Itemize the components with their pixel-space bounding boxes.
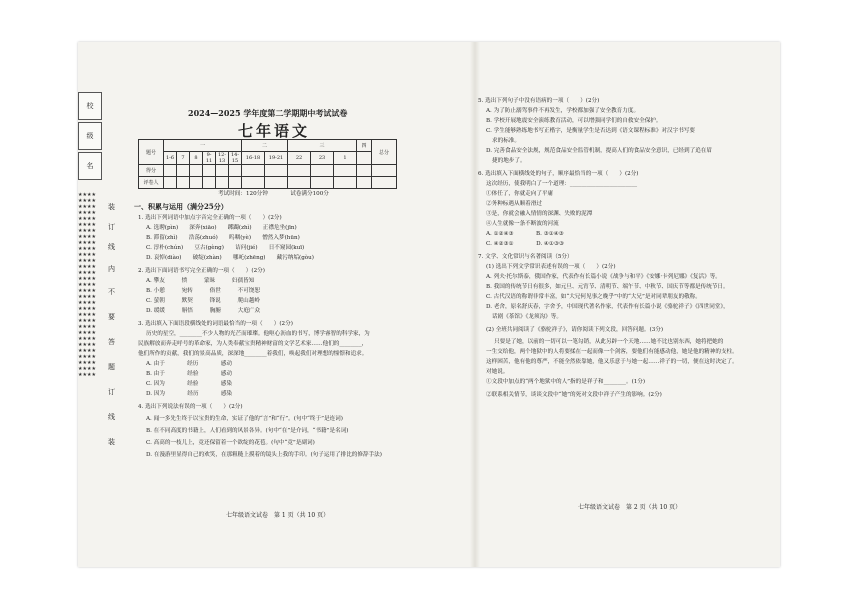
passage-line: 历史的星空，________不少人物的光芒而璀璨。他呕心沥血的书写，博学睿智的科学家，为 <box>146 331 370 337</box>
seal-char-9: 订 <box>108 388 115 396</box>
seal-char-1: 装 <box>108 203 115 211</box>
question-number: 7 <box>177 152 190 165</box>
passage-line: 对她说。 <box>486 369 509 375</box>
option-row: ③是，你就会融入情情的深渊、失败的泥潭 <box>486 211 593 217</box>
question-number: 1 <box>334 152 357 165</box>
option-row: 求的标准。 <box>492 138 520 144</box>
question-text: 2. 选出下面词语书写完全正确的一项（ ）(2分) <box>138 268 265 274</box>
class-field-label: 级 <box>78 122 102 150</box>
page-fold <box>470 42 480 567</box>
passage-line: 只要是了她，以前的一切可以一笔勾销，从此另辟一个天地……她不比也别东西，她将把她的 <box>494 339 724 345</box>
page-footer: 七年级语文试卷 第 1 页（共 10 页） <box>226 512 330 519</box>
option-row: B. 学校开展地震安全演练教育活动，可以增强同学们的自救安全保护。 <box>486 118 662 124</box>
question-text: 1. 选出下列词语中加点字音完全正确的一项（ ）(2分) <box>138 215 282 221</box>
question-number: 22 <box>288 152 311 165</box>
total-score-label: 总分 <box>372 140 397 165</box>
score-row-label: 得分 <box>139 165 164 177</box>
option-row: C. 高高的一枝儿上，竟还保留着一个欲绽的花苞。(句中“竟”是副词) <box>146 440 315 446</box>
option-row: D. 在漫游里显得自己的欢笑，在那粗糙上摸着的镜头上我的手印。(句子运用了排比的修辞手法) <box>146 452 382 458</box>
question-number <box>357 152 372 165</box>
question-number: 9-11 <box>203 152 216 165</box>
option-row: D. 老舍，原名舒庆春，字舍予，中国现代著名作家，代表作有长篇小说《骆驼祥子》《四世同堂》， <box>486 304 729 310</box>
option-row: B. 小憩 宛转 俗世 不可饶恕 <box>146 288 260 294</box>
school-field-label: 校 <box>78 92 102 120</box>
exam-title: 2024—2025 学年度第二学期期中考试试卷 <box>188 108 348 118</box>
question-text: 5. 选出下列句子中没有语病的一项（ ）(2分) <box>478 98 600 104</box>
question-text: (2) 全班共同阅读了《骆驼祥子》，请你阅读下列文段，回答问题。(3分) <box>486 327 664 333</box>
binding-star-border: ★★★★★★★★★★★★★★★★★★★★★★★★★★★★★★★★★★★★★★★★★★★★★★★★★★★★★★★★★★★★★★★★★★★★★★★★★★★★★★★★★★★★★★★★★★★★★★★★★★★★★★★★★★★★★★★★★★★★★★★★★★★★ <box>78 192 96 378</box>
option-row: C. 古代汉语的称谓非常丰富，如“大兄何见事之晚乎”中的“大兄”是对同辈朋友的敬称。 <box>486 294 701 300</box>
seal-char-6: 要 <box>108 313 115 321</box>
score-section: 一 <box>164 140 242 152</box>
option-row: A. ①②④③ B. ③①④③ <box>486 231 564 237</box>
option-row: D. 缓缓 斛悟 胸腑 大庭广众 <box>146 308 261 314</box>
passage-line: 这次经历，使我明白了一个道理：________________________ <box>486 181 638 187</box>
exam-sheet <box>78 42 780 567</box>
option-row: C. 萤朝 默契 锋说 爬山越岭 <box>146 298 260 304</box>
option-row: ②务种标遇从顺着滑过 <box>486 201 542 207</box>
passage-line: ①文段中加点的“两个地狱中的人”指的是祥子和________。(1分) <box>486 379 646 385</box>
option-row: D. 完善食品安全法规，规范食品安全监管机制，提高人们的食品安全意识，已经到了追在眉 <box>486 148 712 154</box>
question-text: 7. 文学、文化常识与名著阅读（5分） <box>478 254 573 260</box>
passage-line: 一生交给他，两个地狱中的人将要揉在一起而像一个剑客，要他们有能感动他，她是他的精神的支柱。 <box>486 349 738 355</box>
seal-char-11: 装 <box>108 438 115 446</box>
question-number: 19-21 <box>265 152 288 165</box>
option-row: A. 攀友 愤 蒙昧 妇孺皆知 <box>146 278 255 284</box>
question-number: 23 <box>311 152 334 165</box>
question-text: ②联系相关情节，谈谈文段中“她”的死对文段中祥子产生的影响。(2分) <box>486 392 662 398</box>
seal-char-2: 订 <box>108 223 115 231</box>
question-number: 12-13 <box>216 152 229 165</box>
question-number: 14-15 <box>229 152 242 165</box>
question-text: (1) 选出下列文学常识表述有误的一项（ ）(2分) <box>486 264 616 270</box>
option-row: B. 由于 经验 感动 <box>146 371 232 377</box>
score-table-header: 题号 <box>139 140 164 165</box>
option-row: B. 滞留(zhì) 浩荡(zhuó) 呜咽(yè) 憎然入梦(hūn) <box>146 235 300 241</box>
option-row: 捷的地步了。 <box>492 158 526 164</box>
page-footer: 七年级语文试卷 第 2 页（共 10 页） <box>578 504 682 511</box>
seal-char-5: 不 <box>108 288 115 296</box>
seal-char-7: 答 <box>108 338 115 346</box>
option-row: A. 列夫·托尔斯泰，俄国作家，代表作有长篇小说《战争与和平》《安娜·卡列尼娜》《复活》等。 <box>486 274 721 280</box>
option-row: A. 选聘(pìn) 深奔(xiāo) 踯躅(zhì) 正襟危坐(jīn) <box>146 225 297 231</box>
option-row: C. 淳朴(chún) 豆古(gèng) 诘问(jié) 日不窥园(kuī) <box>146 245 305 251</box>
score-section: 三 <box>288 140 357 152</box>
option-row: ④人生就像一条不断波的河流 <box>486 221 559 227</box>
seal-char-3: 线 <box>108 243 115 251</box>
option-row: 话剧《茶馆》《龙须沟》等。 <box>492 314 562 320</box>
option-row: ①体任了，你就走向了平庸 <box>486 191 554 197</box>
score-section: 二 <box>242 140 288 152</box>
option-row: B. 在不同高度的书籍上，人们看到的风景各异。(句中“在”是介词，“书籍”是名词) <box>146 428 349 434</box>
name-field-label: 名 <box>78 152 102 180</box>
exam-time-info: 考试时间：120分钟 试卷满分100分 <box>218 191 329 197</box>
question-text: 6. 选出填入下面横线处的句子，顺序最恰当的一项（ ）(2分) <box>478 171 639 177</box>
question-number: 16-18 <box>242 152 265 165</box>
option-row: B. 我国的传统节日有很多，如元旦、元宵节、清明节、端午节、中秋节、国庆节等都是传统节日。 <box>486 284 729 290</box>
passage-line: 民族解放而奔走呼号的革命家，为人类奉献宝贵精神财富的文学艺术家……他们的________， <box>138 341 368 347</box>
option-row: C. 学生能够熟练地书写正楷字，是衡量学生是否达到《语文课程标准》对汉字书写要 <box>486 128 696 134</box>
section-heading: 一、积累与运用（满分25分） <box>134 202 228 211</box>
question-text: 3. 选出填入下面语段横线处的词语最恰当的一项（ ）(2分) <box>138 321 293 327</box>
option-row: D. 因为 经历 感染 <box>146 391 233 397</box>
option-row: A. 由于 经历 感动 <box>146 361 232 367</box>
grader-row-label: 评卷人 <box>139 177 164 189</box>
question-number: 1-6 <box>164 152 177 165</box>
option-row: A. 闻一多先生终于以宝贵的生命，实证了他的“言”和“行”。(句中“终于”是连词) <box>146 416 343 422</box>
passage-line: 他们所作的贡献，我们的景高品质，深深地________着我们，唤起我们对理想的憧憬和追求。 <box>138 351 368 357</box>
option-row: C. ④②③① D. ④①③③ <box>486 241 564 247</box>
option-row: C. 因为 经验 感染 <box>146 381 232 387</box>
subject-title: 七年语文 <box>238 122 311 140</box>
seal-char-8: 题 <box>108 363 115 371</box>
option-row: A. 为了防止溺驾事件不再发生，学校都加强了安全教育力度。 <box>486 108 640 114</box>
seal-char-4: 内 <box>108 265 115 273</box>
score-section: 四 <box>357 140 372 152</box>
score-table <box>138 139 397 189</box>
seal-char-10: 线 <box>108 413 115 421</box>
option-row: D. 哀悼(diào) 破绽(zhàn) 哪吒(zhēng) 藏污纳垢(gòu) <box>146 255 314 261</box>
question-number: 8 <box>190 152 203 165</box>
question-text: 4. 选出下列说法有误的一项（ ）(2分) <box>138 404 243 410</box>
passage-line: 这样困苦，他有他的尊严，不能全然依靠她，他又乐意于与她一起……祥子的一切，便在这时决定了。 <box>486 359 738 365</box>
